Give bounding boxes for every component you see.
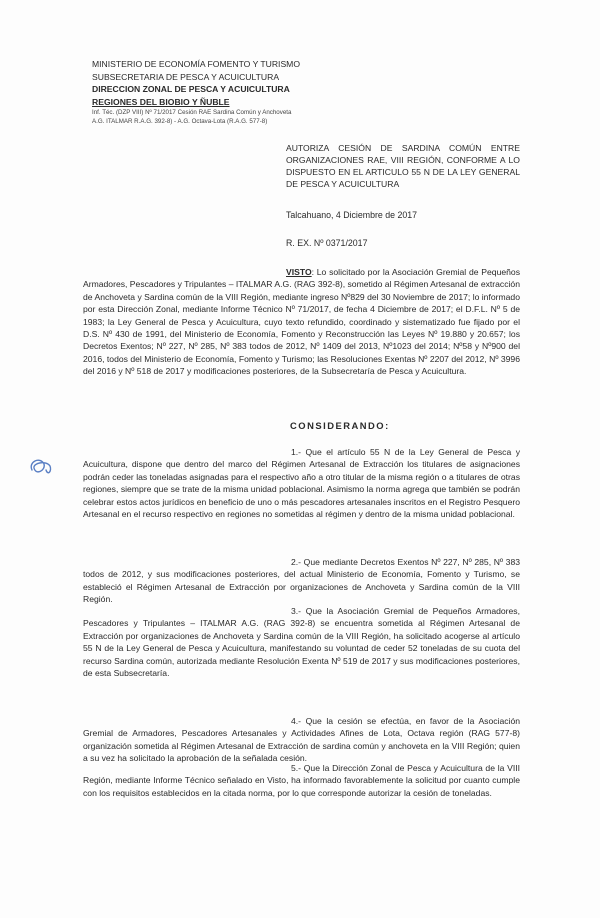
letterhead-subsecretaria: SUBSECRETARIA DE PESCA Y ACUICULTURA [92,71,280,82]
letterhead-ref-2: A.G. ITALMAR R.A.G. 392-8) - A.G. Octava-Lota (R.A.G. 577-8) [92,118,268,125]
date-line: Talcahuano, 4 Diciembre de 2017 [286,210,418,220]
considerando-5 [83,762,520,799]
resolution-subject: AUTORIZA CESIÓN DE SARDINA COMÚN ENTRE ORGANIZACIONES RAE, VIII REGIÓN, CONFORME A LO DISPUESTO EN EL ARTICULO 55 N DE LA LEY GENERAL DE PESCA Y ACUICULTURA [286,143,520,189]
letterhead-regiones: REGIONES DEL BIOBIO Y ÑUBLE [92,96,230,107]
considerando-2-text: 2.- Que mediante Decretos Exentos Nº 227, Nº 285, Nº 383 todos de 2012, y sus modificaciones posteriores, del actual Ministerio de Economía, Fomento y Turismo, se estableció el Régimen Artesanal de Extracción por organizaciones de Anchoveta y Sardina común de la VIII Región. [83,557,520,605]
considerando-3 [83,605,520,679]
letterhead [92,58,332,126]
handwritten-initial-icon [26,454,66,480]
letterhead-ref-1: Inf. Téc. (DZP VIII) Nº 71/2017 Cesión RAE Sardina Común y Anchoveta [92,109,292,116]
considerando-4 [83,715,520,765]
considerando-2 [83,556,520,606]
letterhead-ministry: MINISTERIO DE ECONOMÍA FOMENTO Y TURISMO [92,59,301,69]
considerando-1 [83,446,520,520]
resolution-number: R. EX. Nº 0371/2017 [286,238,368,248]
considerando-3-text: 3.- Que la Asociación Gremial de Pequeños Armadores, Pescadores y Tripulantes – ITALMAR A.G. (RAG 392-8) se encuentra sometida al Régimen Artesanal de Extracción por organizaciones de Anchoveta y Sardina común de la VIII Región, ha solicitado acogerse al artículo 55 N de la Ley General de Pesca y Acuicultura, manifestando su voluntad de ceder 52 toneladas de su cuota del recurso Sardina común, autorizada mediante Resolución Exenta Nº 519 de 2017 y sus modificaciones posteriores, de esta Subsecretaría. [83,606,520,679]
letterhead-direccion: DIRECCION ZONAL DE PESCA Y ACUICULTURA [92,84,290,94]
visto-lead: VISTO [286,267,312,277]
considerando-5-text: 5.- Que la Dirección Zonal de Pesca y Acuicultura de la VIII Región, mediante Informe Técnico señalado en Visto, ha informado favorablemente la solicitud por cuanto cumple con los requisitos establecidos en la citada norma, por lo que corresponde autorizar la cesión de toneladas. [83,763,520,798]
considerando-1-text: 1.- Que el artículo 55 N de la Ley General de Pesca y Acuicultura, dispone que dentro del marco del Régimen Artesanal de Extracción los titulares de asignaciones podrán ceder las toneladas asignadas para el respectivo año a otro titular de la misma región o a titulares de otras regiones, siempre que se trate de la misma unidad poblacional. Asimismo la norma agrega que también se podrán celebrar estos actos jurídicos en beneficio de uno o más pescadores artesanales inscritos en el Registro Pesquero Artesanal en el recurso respectivo en regiones no sometidas al régimen y dentro de la misma unidad poblacional. [83,447,520,520]
visto-paragraph [83,266,520,378]
considerando-4-text: 4.- Que la cesión se efectúa, en favor de la Asociación Gremial de Armadores, Pescadores Artesanales y Actividades Afines de Lota, Octava región (RAG 577-8) organización sometida al Régimen Artesanal de Extracción de sardina común y anchoveta en la VIII Región; quien a su vez ha solicitado la aprobación de la señalada cesión. [83,716,520,764]
visto-text: : Lo solicitado por la Asociación Gremial de Pequeños Armadores, Pescadores y Tripulantes – ITALMAR A.G. (RAG 392-8), sometido al Régimen Artesanal de extracción de Anchoveta y Sardina común de la VIII Región, mediante ingreso Nº829 del 30 Noviembre de 2017; lo informado por esta Dirección Zonal, mediante Informe Técnico Nº 71/2017, de fecha 4 Diciembre de 2017; el D.F.L. Nº 5 de 1983; la Ley General de Pesca y Acuicultura, cuyo texto refundido, coordinado y sistematizado fue fijado por el D.S. Nº 430 de 1991, del Ministerio de Economía, Fomento y Reconstrucción las Leyes Nº 19.880 y 20.657; los Decretos Exentos; Nº 227, Nº 285, Nº 383 todos de 2012, Nº 1409 del 2013, Nº1023 del 2014; Nº58 y Nº900 del 2016, todos del Ministerio de Economía, Fomento y Turismo; las Resoluciones Exentas Nº 2207 del 2012, Nº 3996 del 2016 y Nº 518 de 2017 y modificaciones posteriores, de la Subsecretaría de Pesca y Acuicultura. [83,267,520,377]
considerando-heading: CONSIDERANDO: [290,420,390,431]
